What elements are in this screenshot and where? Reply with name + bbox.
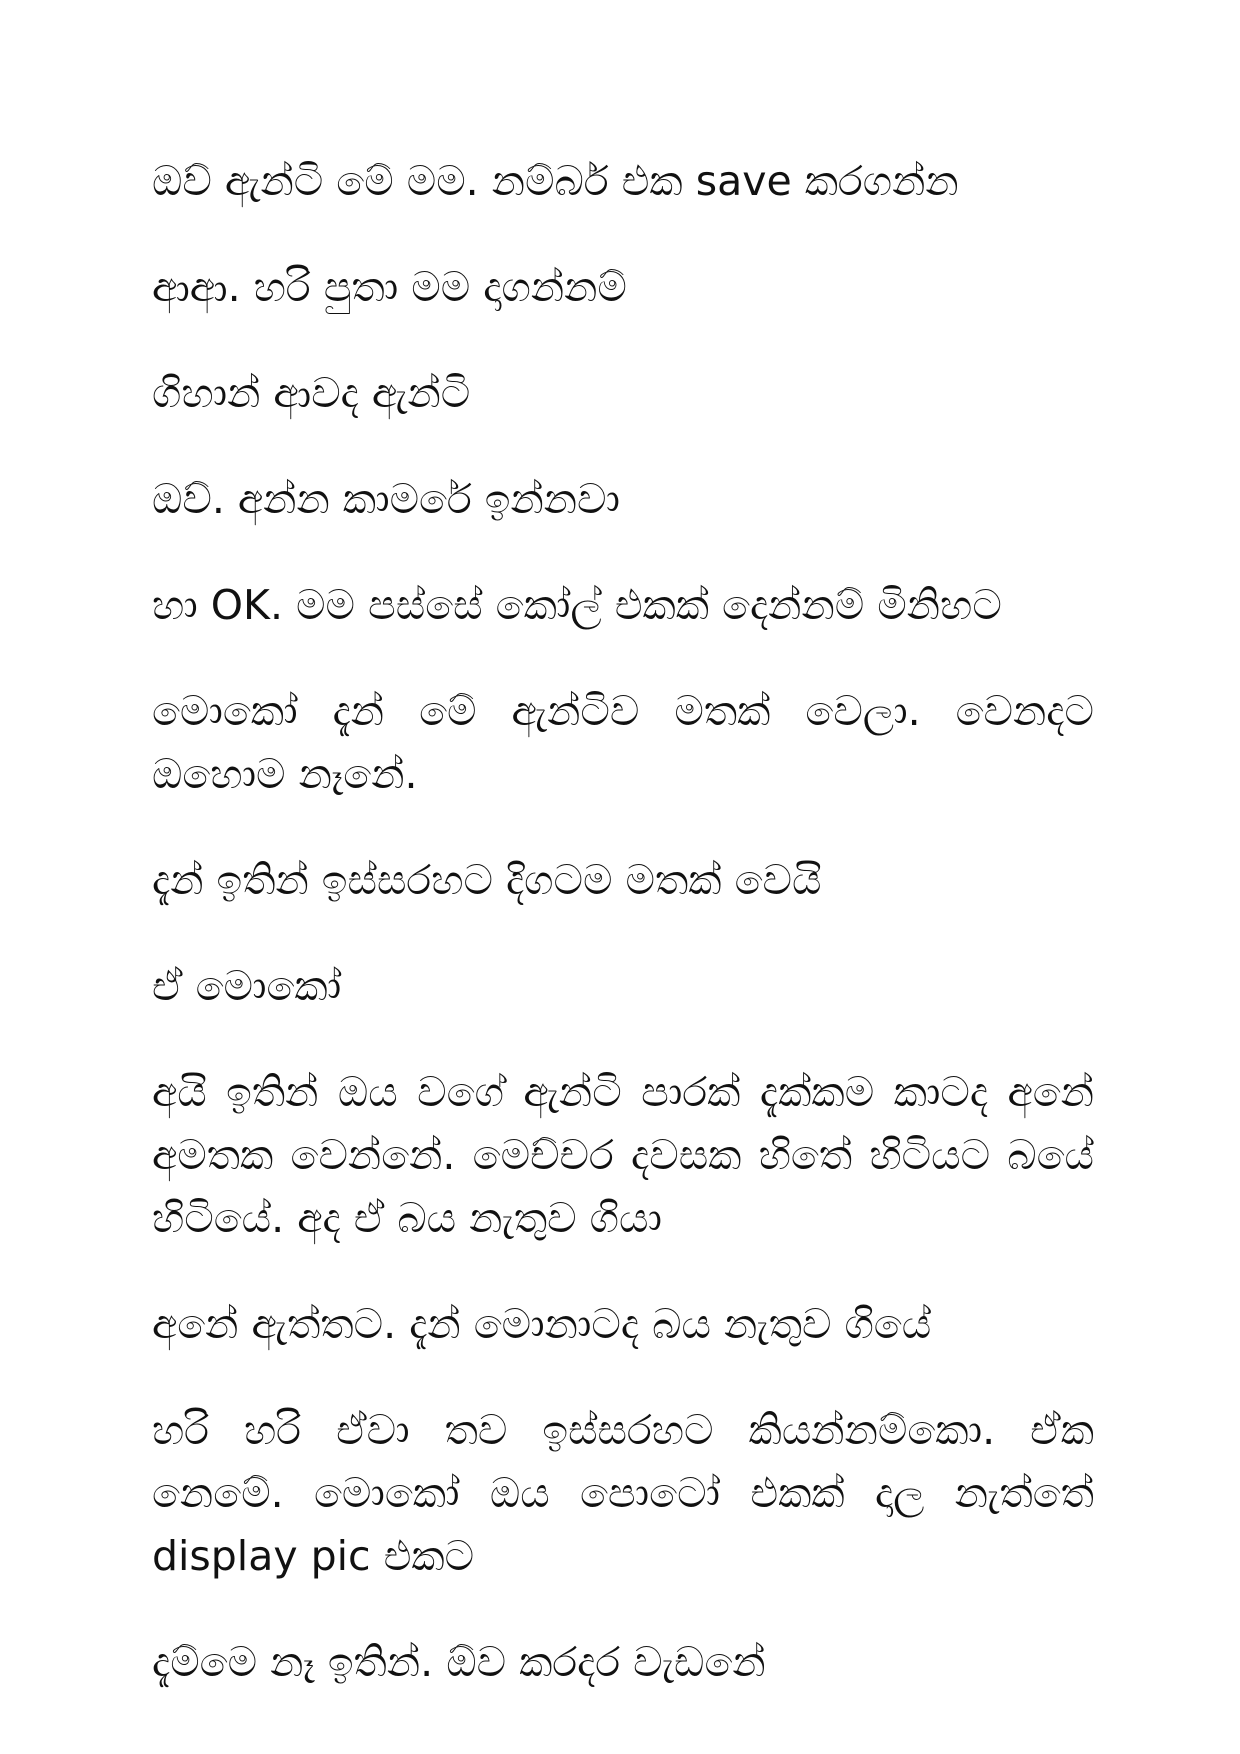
paragraph: ඒ මොකෝ [152,962,342,1010]
chat-transcript [152,150,1094,1694]
paragraph: දැම්මෙ නෑ ඉතින්. ඕව කරදර වැඩනේ [152,1638,766,1686]
paragraph: දැන් ඉතින් ඉස්සරහට දිගටම මතක් වෙයි [152,856,822,904]
paragraph: අයි ඉතින් ඔය වගේ ඇන්ටි පාරක් දැක්කම කාටද අනේ අමතක වෙන්නේ. මෙච්චර දවසක හිතේ හිටියට බයේ හිටියේ. අද ඒ බය නැතුව ගියා [152,1068,1094,1242]
paragraph: හා OK. මම පස්සේ කෝල් එකක් දෙන්නම් මිනිහට [152,581,1002,629]
paragraph: ඔව් ඇන්ටි මේ මම. නම්බර් එක save කරගන්න [152,157,959,205]
paragraph: ගිහාන් ආවද ඇන්ටි [152,369,471,417]
paragraph: අනේ ඇත්තට. දැන් මොනාටද බය නැතුව ගියේ [152,1300,932,1348]
paragraph: මොකෝ දැන් මේ ඇන්ටිව මතක් වෙලා. වෙනදට ඔහොම නෑනේ. [152,687,1094,798]
paragraph: හරි හරි ඒවා තව ඉස්සරහට කියන්නම්කො. ඒක නෙමේ. මොකෝ ඔය පොටෝ එකක් දාල නැත්තේ display pic එකට [152,1406,1094,1580]
paragraph: ඔව්. අන්න කාමරේ ඉන්නවා [152,475,620,523]
paragraph: ආආ. හරි පුතා මම දාගන්නම් [152,263,627,311]
